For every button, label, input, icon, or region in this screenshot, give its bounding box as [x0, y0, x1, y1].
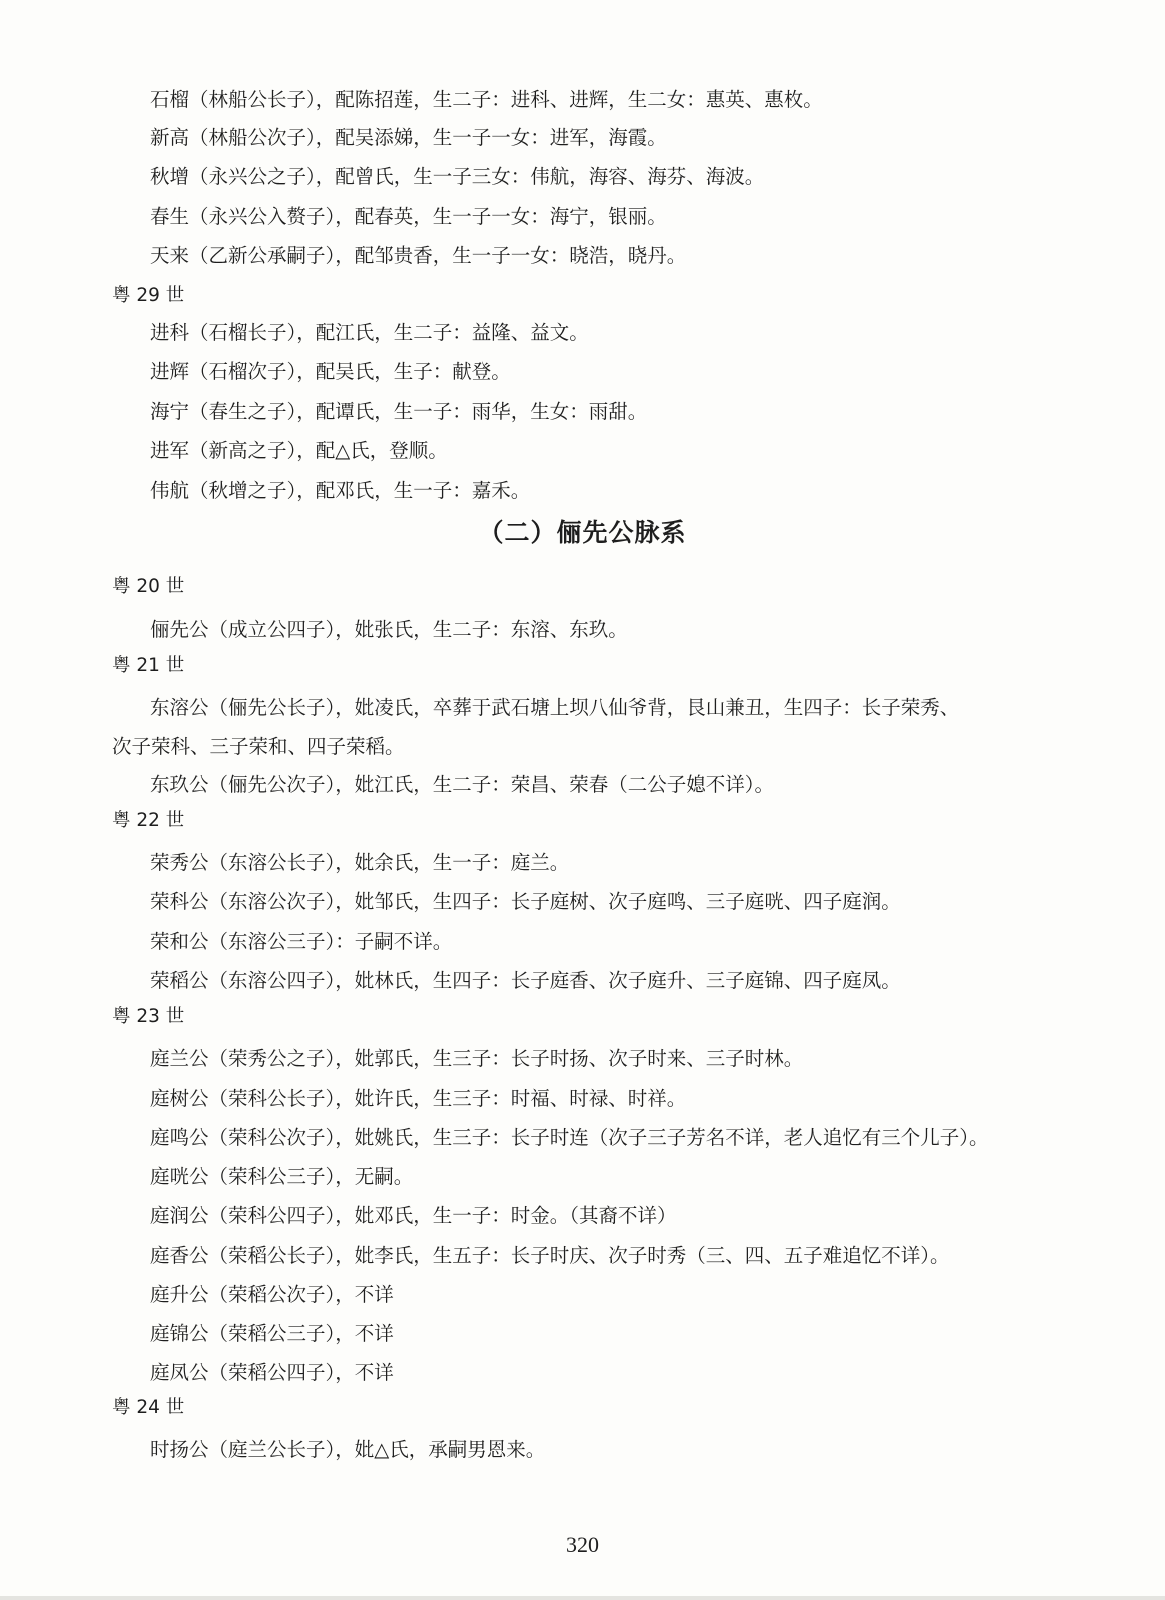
- genealogy-entry: 荣秀公（东溶公长子），妣余氏，生一子：庭兰。: [150, 851, 570, 874]
- generation-heading: 粤 22 世: [112, 810, 185, 831]
- generation-heading: 粤 23 世: [112, 1006, 185, 1027]
- genealogy-entry: 东溶公（俪先公长子），妣凌氏，卒葬于武石塘上坝八仙爷背，艮山兼丑，生四子：长子荣秀、: [150, 696, 960, 719]
- generation-heading: 粤 20 世: [112, 576, 185, 597]
- generation-heading: 粤 21 世: [112, 655, 185, 676]
- genealogy-entry: 石榴（林船公长子），配陈招莲，生二子：进科、进辉，生二女：惠英、惠枚。: [150, 88, 823, 111]
- genealogy-entry: 新高（林船公次子），配吴添娣，生一子一女：进军，海霞。: [150, 126, 667, 149]
- genealogy-entry: 庭咣公（荣科公三子），无嗣。: [150, 1165, 414, 1188]
- genealogy-entry: 天来（乙新公承嗣子），配邹贵香，生一子一女：晓浩，晓丹。: [150, 244, 687, 267]
- generation-heading: 粤 24 世: [112, 1397, 185, 1418]
- genealogy-entry: 时扬公（庭兰公长子），妣△氏，承嗣男恩来。: [150, 1438, 546, 1461]
- page-bottom-edge: [0, 1596, 1165, 1600]
- section-title: （二）俪先公脉系: [478, 518, 687, 547]
- page-number: 320: [566, 1532, 599, 1557]
- genealogy-entry: 荣稻公（东溶公四子），妣林氏，生四子：长子庭香、次子庭升、三子庭锦、四子庭凤。: [150, 969, 901, 992]
- genealogy-entry: 海宁（春生之子），配谭氏，生一子：雨华，生女：雨甜。: [150, 400, 648, 423]
- genealogy-entry: 庭鸣公（荣科公次子），妣姚氏，生三子：长子时连（次子三子芳名不详，老人追忆有三个儿子）。: [150, 1126, 989, 1149]
- genealogy-entry: 庭兰公（荣秀公之子），妣郭氏，生三子：长子时扬、次子时来、三子时林。: [150, 1047, 804, 1070]
- genealogy-entry: 庭升公（荣稻公次子），不详: [150, 1283, 394, 1306]
- genealogy-entry: 春生（永兴公入赘子），配春英，生一子一女：海宁，银丽。: [150, 205, 667, 228]
- genealogy-entry: 庭润公（荣科公四子），妣邓氏，生一子：时金。（其裔不详）: [150, 1204, 677, 1227]
- genealogy-entry: 秋增（永兴公之子），配曾氏，生一子三女：伟航，海容、海芬、海波。: [150, 165, 765, 188]
- genealogy-entry: 俪先公（成立公四子），妣张氏，生二子：东溶、东玖。: [150, 618, 628, 641]
- genealogy-entry: 庭香公（荣稻公长子），妣李氏，生五子：长子时庆、次子时秀（三、四、五子难追忆不详）。: [150, 1244, 950, 1267]
- genealogy-entry: 荣科公（东溶公次子），妣邹氏，生四子：长子庭树、次子庭鸣、三子庭咣、四子庭润。: [150, 890, 901, 913]
- genealogy-entry: 庭凤公（荣稻公四子），不详: [150, 1361, 394, 1384]
- genealogy-entry: 庭锦公（荣稻公三子），不详: [150, 1322, 394, 1345]
- genealogy-entry: 次子荣科、三子荣和、四子荣稻。: [112, 735, 405, 758]
- genealogy-entry: 荣和公（东溶公三子）：子嗣不详。: [150, 930, 453, 953]
- genealogy-entry: 进辉（石榴次子），配吴氏，生子：献登。: [150, 360, 511, 383]
- generation-heading: 粤 29 世: [112, 285, 185, 306]
- genealogy-entry: 东玖公（俪先公次子），妣江氏，生二子：荣昌、荣春（二公子媳不详）。: [150, 773, 775, 796]
- genealogy-entry: 进军（新高之子），配△氏，登顺。: [150, 439, 448, 462]
- genealogy-entry: 伟航（秋增之子），配邓氏，生一子：嘉禾。: [150, 479, 531, 502]
- genealogy-entry: 庭树公（荣科公长子），妣许氏，生三子：时福、时禄、时祥。: [150, 1087, 687, 1110]
- genealogy-entry: 进科（石榴长子），配江氏，生二子：益隆、益文。: [150, 321, 589, 344]
